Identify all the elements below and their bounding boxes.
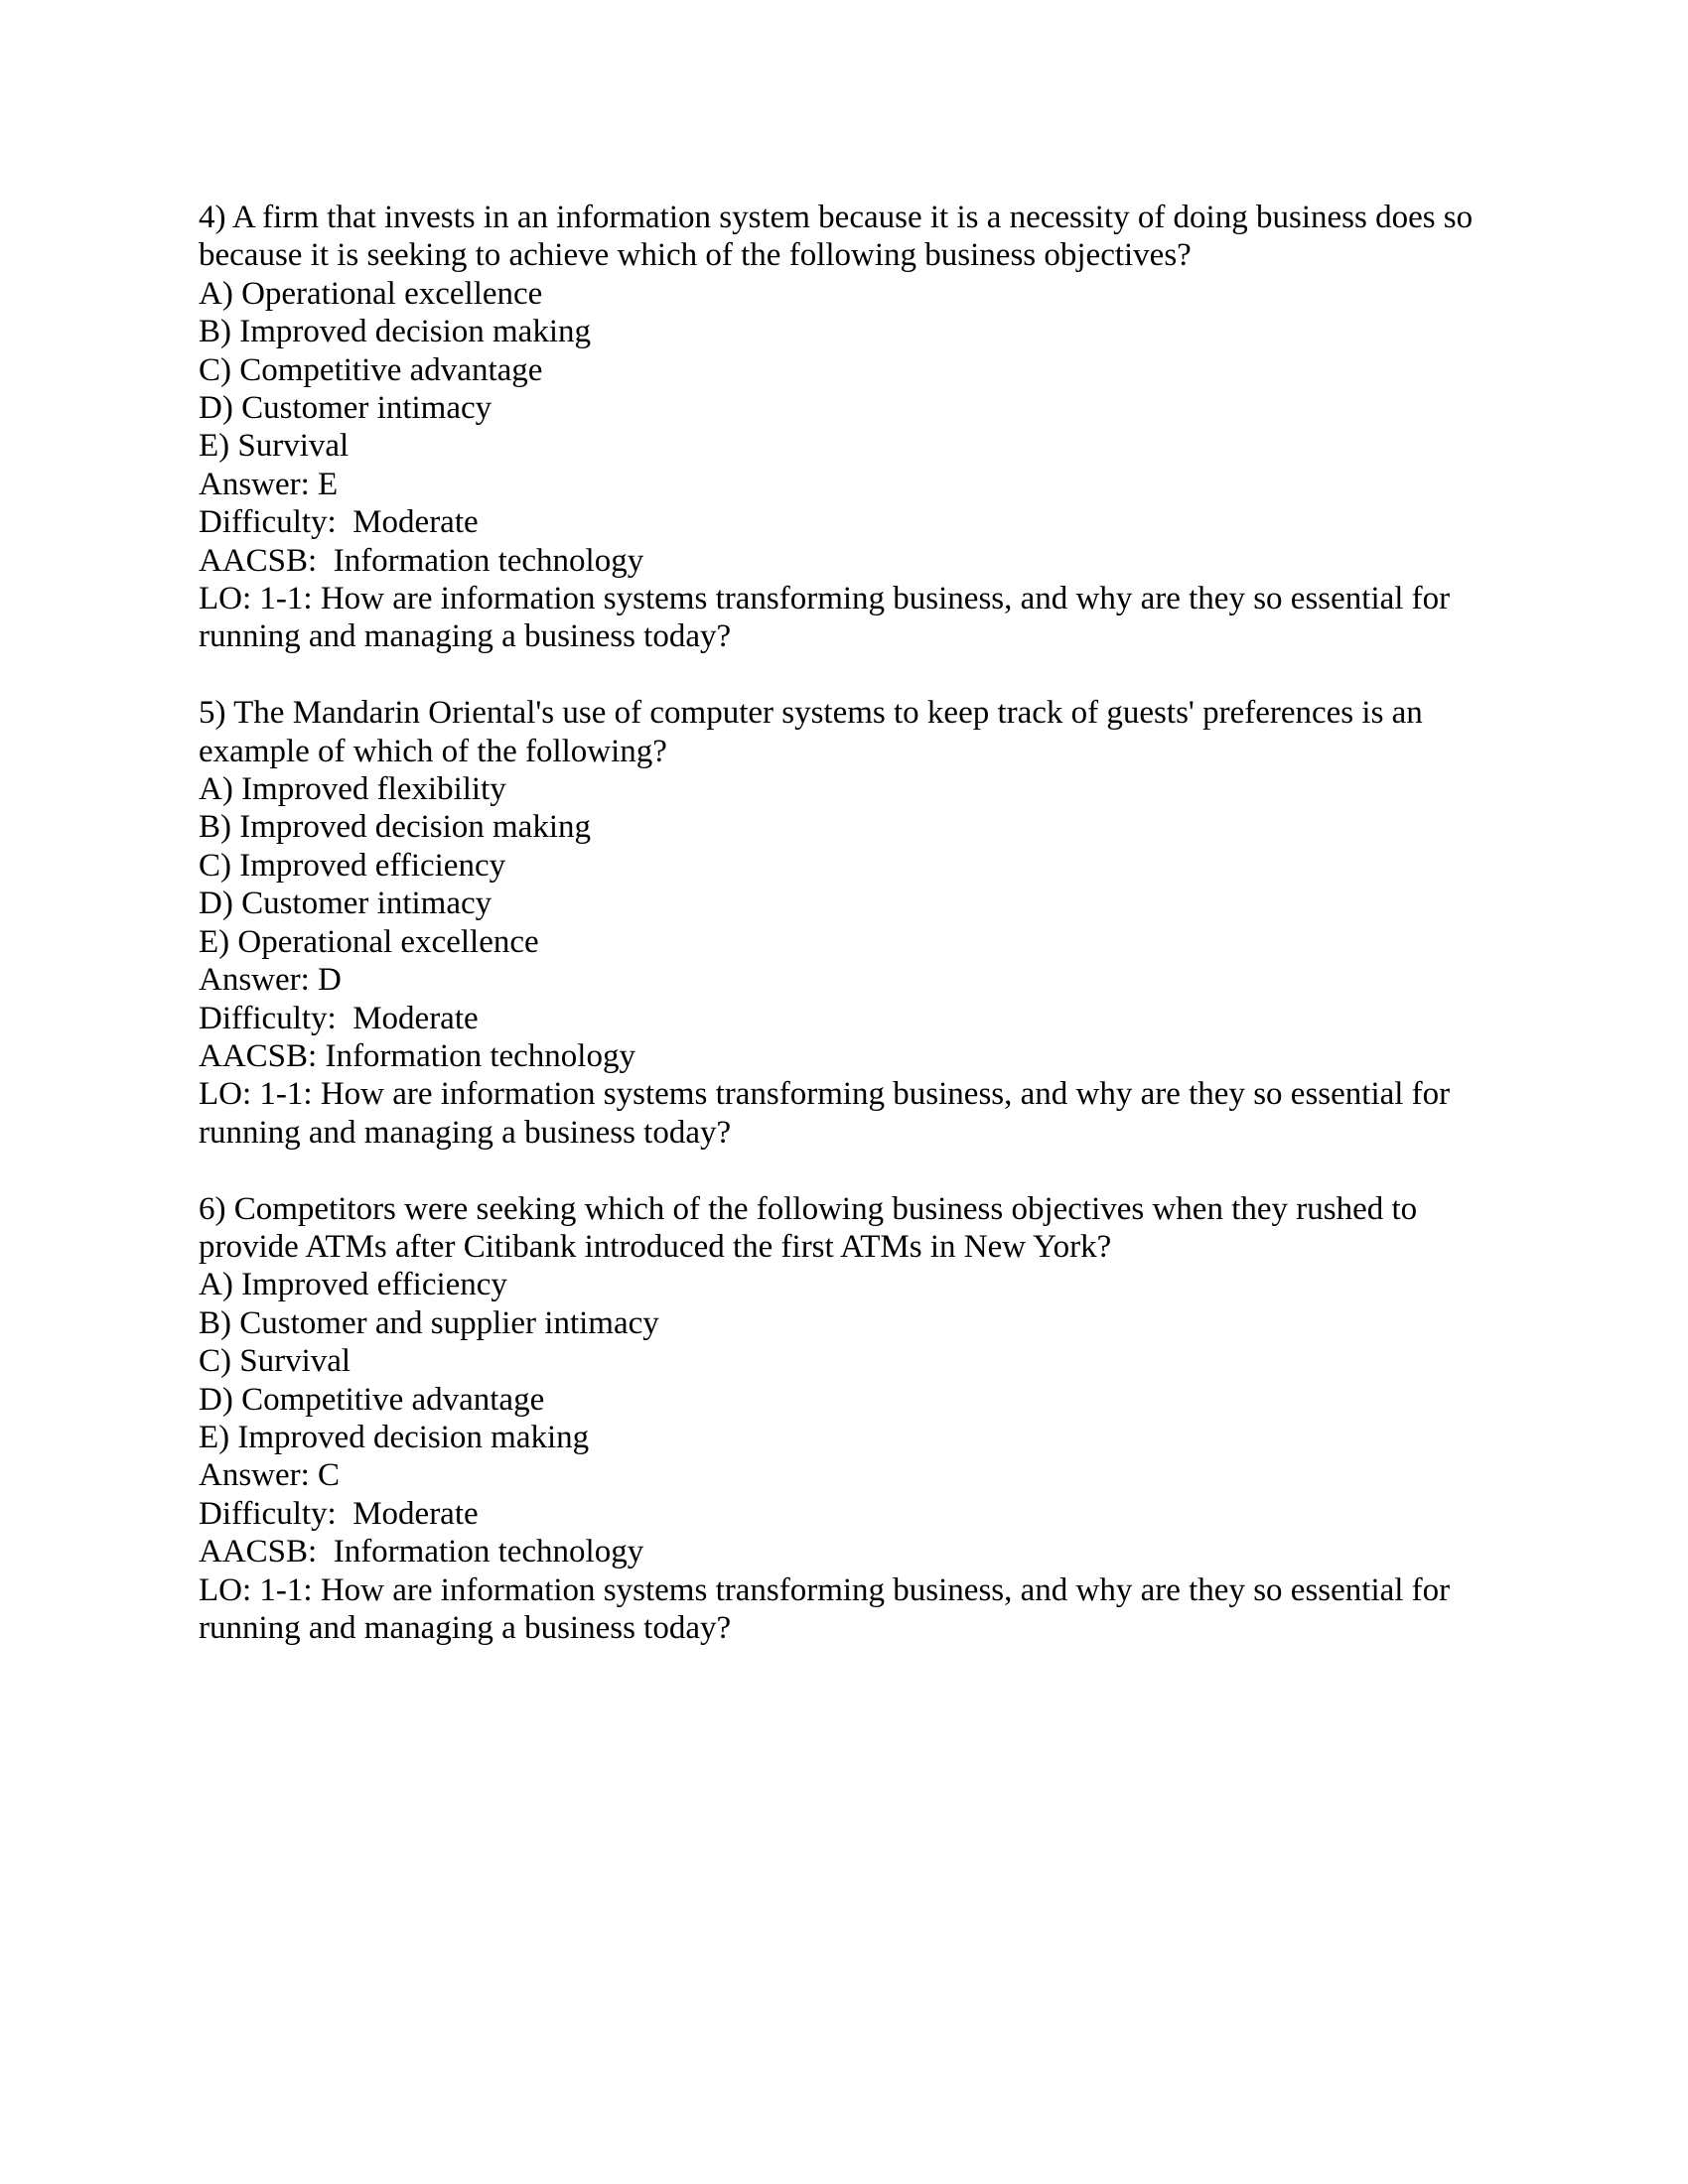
option-e: E) Improved decision making (199, 1419, 590, 1455)
option-c: C) Survival (199, 1343, 352, 1380)
option-a: A) Operational excellence (199, 275, 543, 312)
learning-objective: LO: 1-1: How are information systems transforming business, and why are they so essential for running and managing a business today? (199, 1076, 1451, 1151)
option-e: E) Operational excellence (199, 923, 539, 960)
option-c: C) Improved efficiency (199, 847, 506, 884)
question-stem: 4) A firm that invests in an information system because it is a necessity of doing business does so because it is seeking to achieve which of the following business objectives? (199, 200, 1474, 274)
question-5 (199, 694, 1489, 1152)
learning-objective: LO: 1-1: How are information systems transforming business, and why are they so essential for running and managing a business today? (199, 581, 1451, 655)
option-d: D) Competitive advantage (199, 1381, 545, 1418)
aacsb: AACSB: Information technology (199, 1037, 635, 1074)
document-page (199, 199, 1489, 1686)
aacsb: AACSB: Information technology (199, 542, 644, 579)
option-d: D) Customer intimacy (199, 886, 492, 922)
aacsb: AACSB: Information technology (199, 1534, 644, 1570)
question-stem: 6) Competitors were seeking which of the following business objectives when they rushed to provide ATMs after Citibank introduced the first ATMs in New York? (199, 1190, 1418, 1265)
question-stem: 5) The Mandarin Oriental's use of computer systems to keep track of guests' preferences is an example of which of the following? (199, 695, 1423, 769)
option-b: B) Improved decision making (199, 314, 592, 350)
option-d: D) Customer intimacy (199, 390, 492, 427)
option-b: B) Customer and supplier intimacy (199, 1304, 659, 1341)
option-a: A) Improved flexibility (199, 771, 506, 808)
option-a: A) Improved efficiency (199, 1267, 507, 1303)
answer: Answer: E (199, 466, 339, 502)
question-4 (199, 199, 1489, 656)
option-e: E) Survival (199, 428, 350, 465)
option-b: B) Improved decision making (199, 809, 592, 846)
difficulty: Difficulty: Moderate (199, 1000, 479, 1036)
answer: Answer: C (199, 1457, 341, 1494)
difficulty: Difficulty: Moderate (199, 504, 479, 541)
question-6 (199, 1190, 1489, 1648)
learning-objective: LO: 1-1: How are information systems transforming business, and why are they so essential for running and managing a business today? (199, 1571, 1451, 1646)
difficulty: Difficulty: Moderate (199, 1495, 479, 1532)
answer: Answer: D (199, 962, 342, 999)
option-c: C) Competitive advantage (199, 351, 543, 388)
